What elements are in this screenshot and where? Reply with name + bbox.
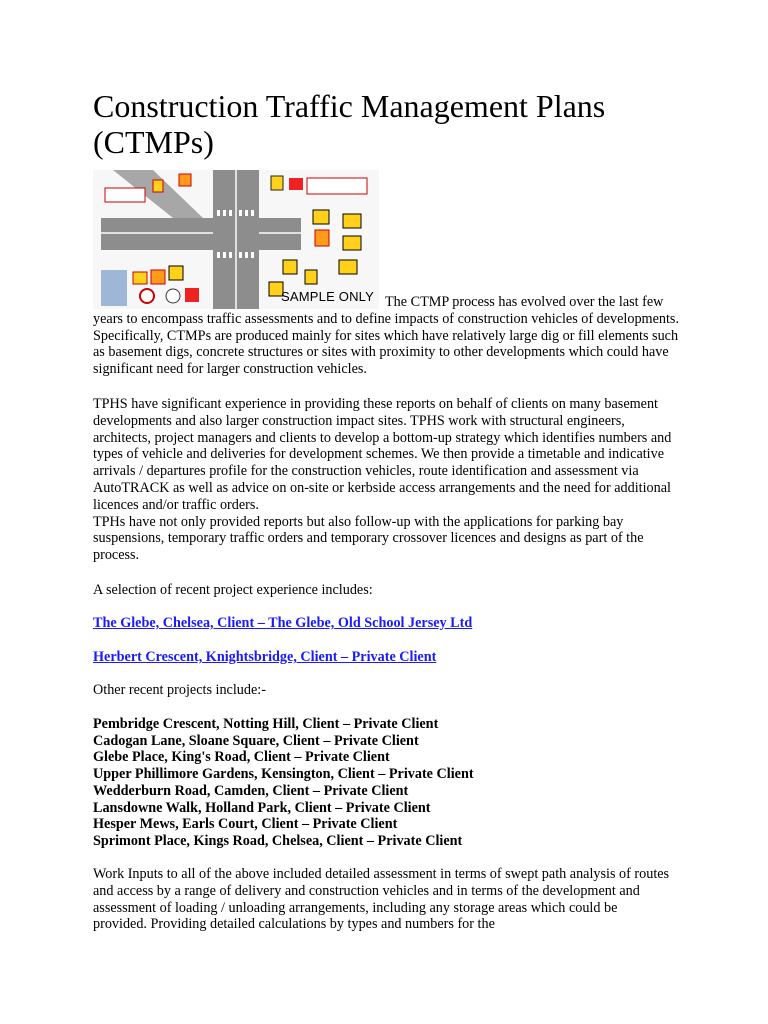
list-item: Lansdowne Walk, Holland Park, Client – Private Client <box>93 799 431 816</box>
junction-diagram-image <box>93 170 379 309</box>
list-item: Upper Phillimore Gardens, Kensington, Client – Private Client <box>93 766 474 783</box>
list-item: Cadogan Lane, Sloane Square, Client – Private Client <box>93 732 419 749</box>
list-item: Pembridge Crescent, Notting Hill, Client – Private Client <box>93 716 439 732</box>
list-item: Sprimont Place, Kings Road, Chelsea, Client – Private Client <box>93 832 463 849</box>
followup-paragraph: TPHs have not only provided reports but also follow-up with the applications for parking bay suspensions, temporary traffic orders and temporary crossover licences and designs as part of the process. <box>93 513 644 564</box>
project-link-glebe[interactable]: The Glebe, Chelsea, Client – The Glebe, Old School Jersey Ltd <box>93 615 473 631</box>
page-title: Construction Traffic Management Plans (CTMPs) <box>93 88 606 160</box>
selection-heading: A selection of recent project experience includes: <box>93 582 373 598</box>
experience-paragraph: TPHS have significant experience in providing these reports on behalf of clients on many basement developments and also larger construction impact sites. TPHS work with structural engineers, architects, project managers and clients to develop a bottom-up strategy which identifies numbers and types of vehicle and deliveries for development schemes. We then provide a timetable and indicative arrivals / departures profile for the construction vehicles, route identification and assessment via AutoTRACK as well as advice on on-site or kerbside access arrangements and the need for additional licences and/or traffic orders. <box>93 396 672 513</box>
list-item: Hesper Mews, Earls Court, Client – Private Client <box>93 816 398 833</box>
intro-paragraph: The CTMP process has evolved over the last few years to encompass traffic assessments and to define impacts of construction vehicles of developments. Specifically, CTMPs are produced mainly for sites which have relatively large dig or fill elements such as basement digs, concrete structures or sites with proximity to other developments which could have significant need for larger construction vehicles. <box>93 294 679 378</box>
work-inputs-paragraph: Work Inputs to all of the above included detailed assessment in terms of swept path analysis of routes and access by a range of delivery and construction vehicles and in terms of the development and assessment of loading / unloading arrangements, including any storage areas which could be provided. Providing detailed calculations by types and numbers for the <box>93 866 670 933</box>
sample-only-stamp: SAMPLE ONLY <box>281 289 374 304</box>
list-item: Glebe Place, King's Road, Client – Private Client <box>93 749 390 766</box>
intro-section <box>93 170 683 378</box>
other-projects-heading: Other recent projects include:- <box>93 682 266 698</box>
project-link-herbert-crescent[interactable]: Herbert Crescent, Knightsbridge, Client – Private Client <box>93 649 437 665</box>
project-list <box>93 716 673 850</box>
list-item: Wedderburn Road, Camden, Client – Private Client <box>93 782 409 799</box>
